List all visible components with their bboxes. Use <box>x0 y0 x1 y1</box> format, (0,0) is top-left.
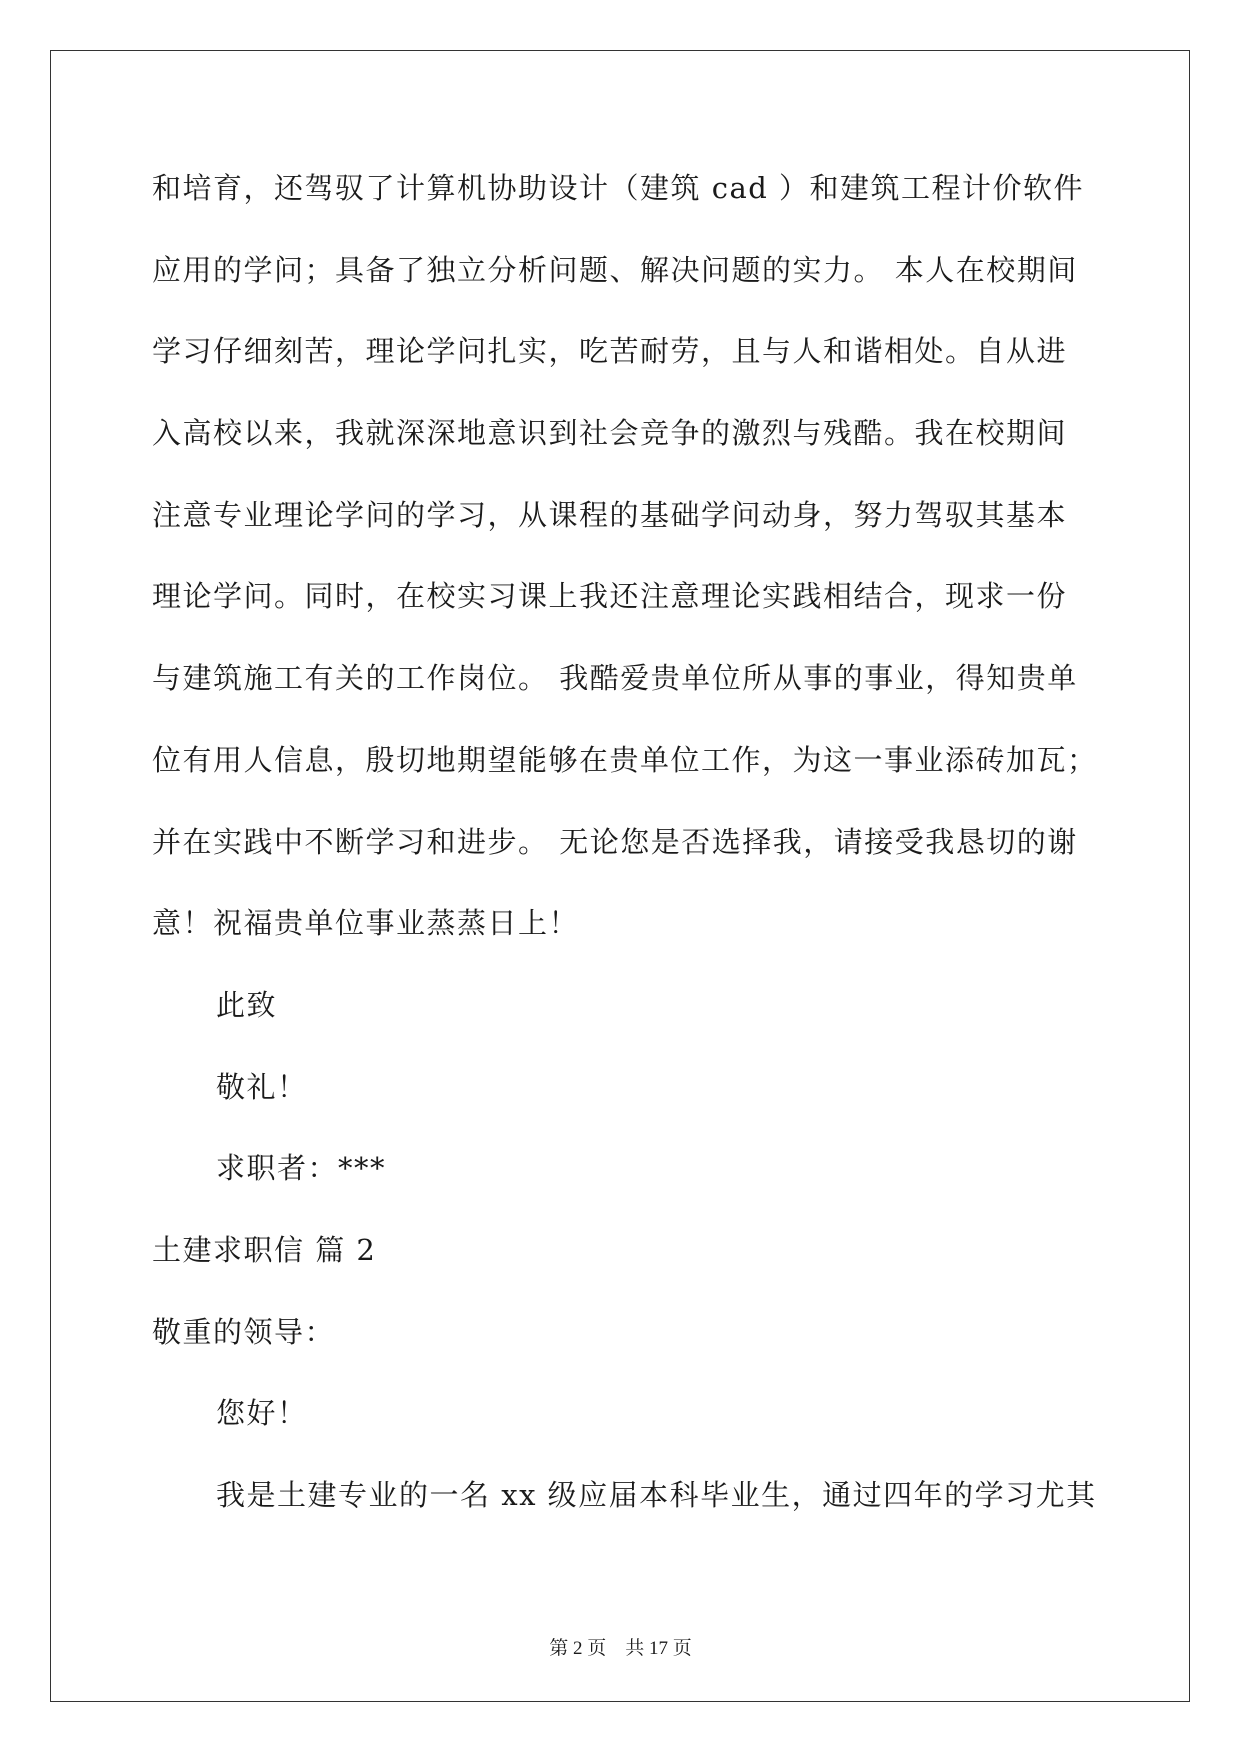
page-number-footer: 第 2 页 共 17 页 <box>549 1638 692 1659</box>
greeting-line: 您好！ <box>216 1396 308 1431</box>
paragraph-line: 理论学问。同时，在校实习课上我还注意理论实践相结合，现求一份 <box>152 579 1068 614</box>
paragraph-line: 和培育，还驾驭了计算机协助设计（建筑 cad ）和建筑工程计价软件 <box>152 171 1085 205</box>
paragraph-line: 应用的学问；具备了独立分析问题、解决问题的实力。 本人在校期间 <box>152 252 1078 287</box>
paragraph-line: 学习仔细刻苦，理论学问扎实，吃苦耐劳，且与人和谐相处。自从进 <box>152 334 1068 369</box>
letter-body <box>152 160 1098 1549</box>
signature-line: 求职者：*** <box>216 1151 387 1186</box>
paragraph-line: 入高校以来，我就深深地意识到社会竞争的激烈与残酷。我在校期间 <box>152 416 1068 451</box>
paragraph-line: 并在实践中不断学习和进步。 无论您是否选择我，请接受我恳切的谢 <box>152 824 1078 859</box>
paragraph-line: 与建筑施工有关的工作岗位。 我酷爱贵单位所从事的事业，得知贵单 <box>152 661 1078 696</box>
section-heading: 土建求职信 篇 2 <box>152 1232 377 1267</box>
letter-salutation: 敬重的领导： <box>152 1314 336 1349</box>
closing-regards: 敬礼！ <box>216 1069 308 1104</box>
paragraph-line: 位有用人信息，殷切地期望能够在贵单位工作，为这一事业添砖加瓦； <box>152 742 1098 777</box>
paragraph-line: 意！祝福贵单位事业蒸蒸日上！ <box>152 906 580 941</box>
paragraph-line: 我是土建专业的一名 xx 级应届本科毕业生，通过四年的学习尤其 <box>216 1478 1097 1512</box>
paragraph-line: 注意专业理论学问的学习，从课程的基础学问动身，努力驾驭其基本 <box>152 497 1068 532</box>
closing-salutation: 此致 <box>216 987 278 1022</box>
